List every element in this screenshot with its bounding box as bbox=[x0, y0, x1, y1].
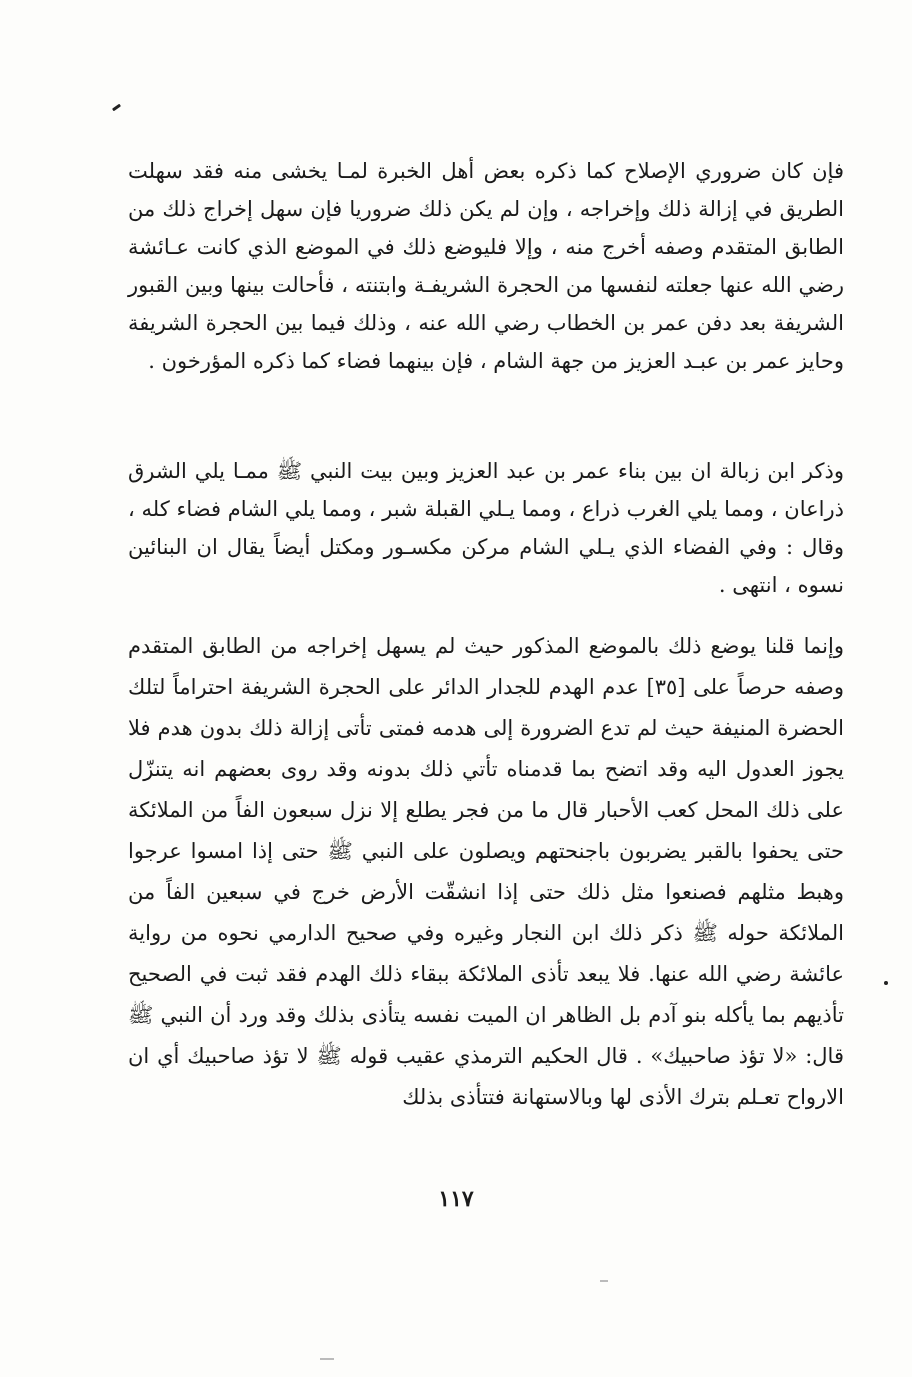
body-paragraph bbox=[128, 626, 844, 1118]
scan-speck bbox=[320, 1358, 334, 1360]
scan-speck bbox=[600, 1280, 608, 1282]
paragraph-text: وإنما قلنا يوضع ذلك بالموضع المذكور حيث لم يسهل إخراجه من الطابق المتقدم وصفه حرصاً على [٣٥] عدم الهدم للجدار الدائر على الحجرة الشريفة احتراماً لتلك الحضرة المنيفة حيث لم تدع الضرورة إلى هدمه فمتى تأتى إزالة ذلك بدون هدم فلا يجوز العدول اليه وقد اتضح بما قدمناه تأتي ذلك بدونه وقد روى بعضهم انه يتنزّل على ذلك المحل كعب الأحبار قال ما من فجر يطلع إلا نزل سبعون الفاً من الملائكة حتى يحفوا بالقبر يضربون باجنحتهم ويصلون على النبي ﷺ حتى إذا امسوا عرجوا وهبط مثلهم فصنعوا مثل ذلك حتى إذا انشقّت الأرض خرج في سبعين الفاً من الملائكة حوله ﷺ ذكر ذلك ابن النجار وغيره وفي صحيح الدارمي نحوه من رواية عائشة رضي الله عنها. فلا يبعد تأذى الملائكة ببقاء ذلك الهدم فقد ثبت في الصحيح تأذيهم بما يأكله بنو آدم بل الظاهر ان الميت نفسه يتأذى بذلك وقد ورد أن النبي ﷺ قال: «لا تؤذ صاحبيك» . قال الحكيم الترمذي عقيب قوله ﷺ لا تؤذ صاحبيك أي ان الارواح تعـلم بترك الأذى لها وبالاستهانة فتتأذى بذلك bbox=[128, 634, 845, 1109]
paragraph-text: فإن كان ضروري الإصلاح كما ذكره بعض أهل الخبرة لمـا يخشى منه فقد سهلت الطريق في إزالة ذلك وإخراجه ، وإن لم يكن ذلك ضروريا فإن سهل إخراج ذلك من الطابق المتقدم وصفه أخرج منه ، وإلا فليوضع ذلك في الموضع الذي كانت عـائشة رضي الله عنها جعلته لنفسها من الحجرة الشريفـة وابتنته ، فأحالت بينها وبين القبور الشريفة بعد دفن عمر بن الخطاب رضي الله عنه ، وذلك فيما بين الحجرة الشريفة وحايز عمر بن عبـد العزيز من جهة الشام ، فإن بينهما فضاء كما ذكره المؤرخون . bbox=[128, 159, 844, 373]
ink-mark bbox=[112, 104, 121, 112]
body-paragraph bbox=[128, 452, 844, 604]
ink-dot bbox=[884, 981, 888, 985]
body-paragraph bbox=[128, 152, 844, 380]
page-number: ١١٧ bbox=[438, 1186, 474, 1212]
paragraph-text: وذكر ابن زبالة ان بين بناء عمر بن عبد العزيز وبين بيت النبي ﷺ ممـا يلي الشرق ذراعان ، ومما يلي الغرب ذراع ، ومما يـلي القبلة شبر ، ومما يلي الشام فضاء كله ، وقال : وفي الفضاء الذي يـلي الشام مركن مكسـور ومكتل أيضاً يقال ان البنائين نسوه ، انتهى . bbox=[128, 459, 844, 597]
